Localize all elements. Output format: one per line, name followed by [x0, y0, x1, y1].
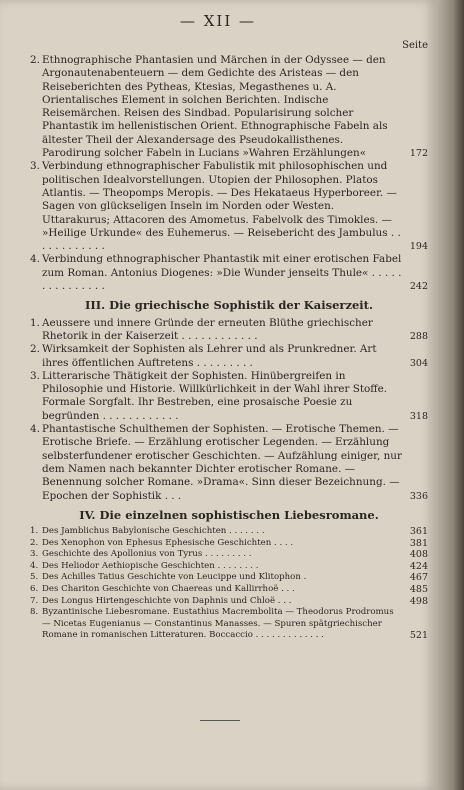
entry-page: 288 — [409, 330, 428, 342]
toc-entry — [30, 343, 428, 370]
seite-label: Seite — [402, 40, 428, 51]
adjacent-page-edge — [436, 0, 464, 790]
entry-page: 336 — [409, 490, 428, 502]
section-title: III. Die griechische Sophistik der Kaiserzeit. — [85, 298, 373, 313]
entry-number: 8. — [30, 607, 39, 618]
toc-entry — [30, 526, 428, 538]
toc-entry — [30, 370, 428, 423]
entry-text: Geschichte des Apollonius von Tyrus . . . . . . . . . — [42, 549, 252, 560]
entry-text: Phantastische Schulthemen der Sophisten. — Erotische Themen. — Erotische Briefe. — Erzählung erotischer Legenden. — Erzählung selbsterfundener erotischer Geschichten. — Aufzählung einiger, nur dem Namen nach bekannter Dichter erotischer Romane. — Benennung solcher Romane. »Drama«. Sinn dieser Bezeichnung. — Epochen der Sophistik . . . — [42, 423, 402, 502]
entry-text: Des Achilles Tatius Geschichte von Leucippe und Klitophon . — [42, 572, 307, 583]
section-title: IV. Die einzelnen sophistischen Liebesromane. — [79, 507, 379, 522]
entry-number: 7. — [30, 595, 39, 606]
entry-number: 5. — [30, 572, 39, 583]
entry-text: Wirksamkeit der Sophisten als Lehrer und als Prunkredner. Art ihres öffentlichen Auftretens . . . . . . . . . — [42, 343, 377, 369]
entry-page: 304 — [409, 357, 428, 369]
entry-page: 424 — [409, 560, 428, 572]
entry-text: Des Chariton Geschichte von Chaereas und Kallirrhoë . . . — [42, 584, 295, 595]
entry-number: 4. — [30, 560, 39, 571]
entry-page: 467 — [409, 572, 428, 584]
entry-text: Des Jamblichus Babylonische Geschichten . . . . . . . — [42, 526, 265, 537]
entry-page: 318 — [409, 410, 428, 422]
entry-number: 6. — [30, 584, 39, 595]
entry-page: 485 — [409, 584, 428, 596]
toc-entry — [30, 607, 428, 642]
toc-entry — [30, 549, 428, 561]
novel-list — [30, 526, 428, 642]
toc-entry — [30, 317, 428, 344]
toc-entry — [30, 423, 428, 503]
entry-number: 1. — [30, 316, 40, 329]
entry-page: 194 — [409, 241, 428, 253]
toc-entry — [30, 538, 428, 550]
entry-page: 521 — [409, 630, 428, 642]
entry-page: 498 — [409, 595, 428, 607]
entry-page: 242 — [409, 281, 428, 293]
entry-page: 381 — [409, 537, 428, 549]
entry-number: 2. — [30, 54, 40, 66]
table-of-contents — [30, 54, 428, 642]
entry-text: Litterarische Thätigkeit der Sophisten. Hinübergreifen in Philosophie und Historie. Willkürlichkeit in der Wahl ihrer Stoffe. Formale Sorgfalt. Ihr Bestreben, eine prosaische Poesie zu begründen . . . . . . . . . . . . — [42, 369, 388, 422]
entry-text: Des Longus Hirtengeschichte von Daphnis und Chloë . . . — [42, 595, 292, 606]
entry-number: 4. — [30, 253, 40, 266]
toc-entry — [30, 572, 428, 584]
entry-text: Aeussere und innere Gründe der erneuten Blüthe griechischer Rhetorik in der Kaiserzeit . . . . . . . . . . . . — [42, 316, 373, 342]
entry-number: 4. — [30, 423, 40, 436]
toc-entry — [30, 54, 428, 160]
entry-text: Ethnographische Phantasien und Märchen in der Odyssee — den Argonautenabenteuern — dem Gedichte des Aristeas — den Reiseberichten des Pytheas, Ktesias, Megasthenes u. A. Orientalisches Element in solchen Berichten. Indische Reisemärchen. Reisen des Sindbad. Popularisirung solcher Phantastik im hellenistischen Orient. Ethnographische Fabeln als ältester Theil der Alexandersage des Pseudokallisthenes. Parodirung solcher Fabeln in Lucians »Wahren Erzählungen« — [42, 54, 388, 160]
toc-entry — [30, 160, 428, 253]
entry-text: Byzantinische Liebesromane. Eustathius Macrembolita — Theodorus Prodromus — Nicetas Eugenianus — Constantinus Manasses. — Spuren spätgriechischer Romane in romanischen Litteraturen. Boccaccio . . . . . . . . . . . . . — [42, 607, 394, 641]
toc-entry — [30, 561, 428, 573]
entry-text: Verbindung ethnographischer Fabulistik mit philosophischen und politischen Idealvorstellungen. Utopien der Philosophen. Platos Atlantis. — Theopomps Meropis. — Des Hekataeus Hyperboreer. — Sagen von glückseligen Inseln im Norden oder Westen. Uttarakurus; Attacoren des Amometus. Fabelvolk des Timokles. — »Heilige Urkunde« des Euhemerus. — Reisebericht des Jambulus . . . . . . . . . . . . — [42, 160, 401, 253]
entry-text: Des Xenophon von Ephesus Ephesische Geschichten . . . . — [42, 537, 294, 548]
toc-entry — [30, 596, 428, 608]
entry-number: 3. — [30, 549, 39, 560]
entry-number: 3. — [30, 369, 40, 382]
toc-entry — [30, 584, 428, 596]
end-rule — [200, 720, 240, 721]
entry-page: 408 — [409, 549, 428, 561]
page-header: — XII — — [179, 12, 257, 30]
entry-number: 2. — [30, 537, 39, 548]
entry-number: 2. — [30, 343, 40, 356]
entry-text: Verbindung ethnographischer Phantastik mit einer erotischen Fabel zum Roman. Antonius Diogenes: »Die Wunder jenseits Thule« . . . . . . . . . . . . . . . — [42, 253, 402, 293]
entry-number: 1. — [30, 526, 39, 537]
toc-entry — [30, 253, 428, 293]
entry-page: 172 — [409, 148, 428, 160]
entry-number: 3. — [30, 160, 40, 173]
entry-page: 361 — [409, 526, 428, 538]
entry-text: Des Heliodor Aethiopische Geschichten . . . . . . . . — [42, 560, 259, 571]
